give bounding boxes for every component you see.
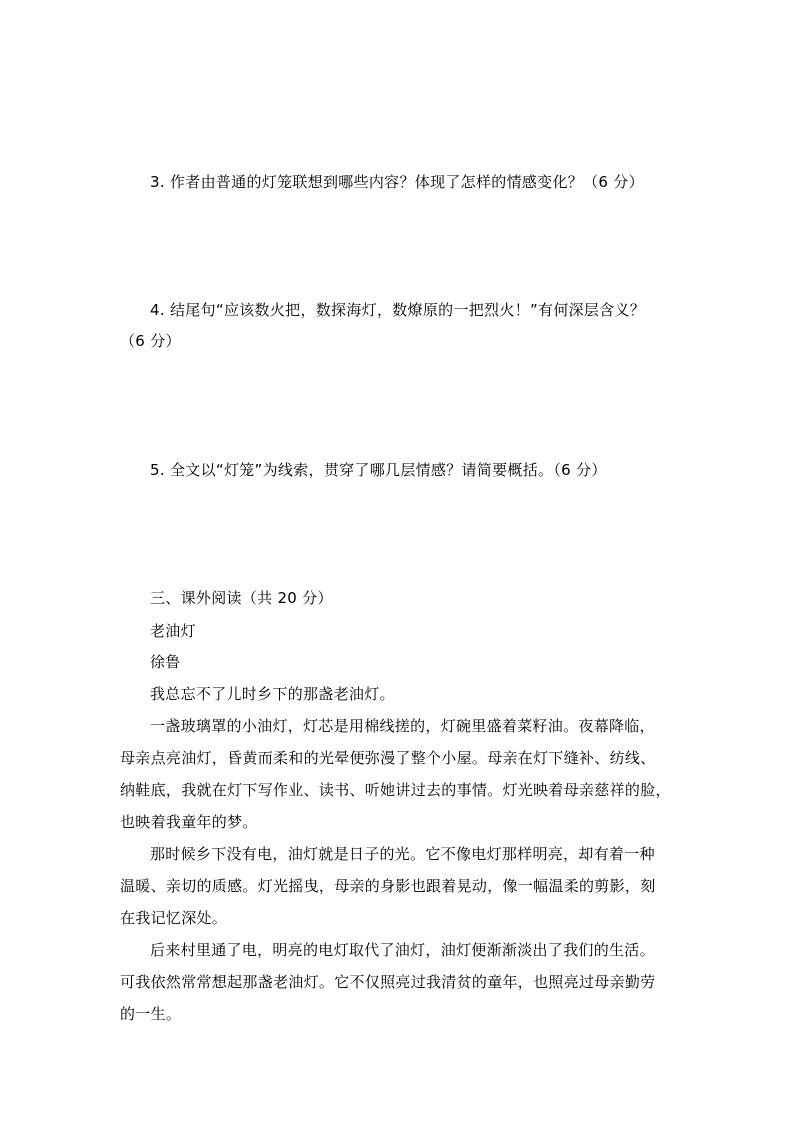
section-heading: 三、课外阅读（共 20 分） bbox=[150, 589, 333, 607]
question-4-line-2: （6 分） bbox=[120, 332, 181, 350]
passage-author: 徐鲁 bbox=[150, 653, 181, 671]
paragraph-4-line-2: 可我依然常常想起那盏老油灯。它不仅照亮过我清贫的童年，也照亮过母亲勤劳 bbox=[120, 973, 656, 991]
paragraph-4-line-1: 后来村里通了电，明亮的电灯取代了油灯，油灯便渐渐淡出了我们的生活。 bbox=[150, 941, 655, 959]
question-5: 5. 全文以“灯笼”为线索，贯穿了哪几层情感？请简要概括。（6 分） bbox=[150, 461, 607, 479]
paragraph-2-line-1: 一盏玻璃罩的小油灯，灯芯是用棉线搓的，灯碗里盛着菜籽油。夜幕降临， bbox=[150, 717, 655, 735]
passage-title: 老油灯 bbox=[150, 622, 196, 640]
paragraph-2-line-2: 母亲点亮油灯，昏黄而柔和的光晕便弥漫了整个小屋。母亲在灯下缝补、纺线、 bbox=[120, 749, 656, 767]
paragraph-4-line-3: 的一生。 bbox=[120, 1005, 182, 1023]
question-3: 3. 作者由普通的灯笼联想到哪些内容？体现了怎样的情感变化？（6 分） bbox=[150, 173, 644, 191]
paragraph-2-line-3: 纳鞋底，我就在灯下写作业、读书、听她讲过去的事情。灯光映着母亲慈祥的脸， bbox=[120, 781, 671, 799]
paragraph-1: 我总忘不了儿时乡下的那盏老油灯。 bbox=[150, 685, 395, 703]
paragraph-3-line-2: 温暖、亲切的质感。灯光摇曳，母亲的身影也跟着晃动，像一幅温柔的剪影，刻 bbox=[120, 877, 656, 895]
paragraph-3-line-3: 在我记忆深处。 bbox=[120, 909, 228, 927]
question-4-line-1: 4. 结尾句“应该数火把，数探海灯，数燎原的一把烈火！”有何深层含义？ bbox=[150, 301, 646, 319]
paragraph-3-line-1: 那时候乡下没有电，油灯就是日子的光。它不像电灯那样明亮，却有着一种 bbox=[150, 845, 655, 863]
paragraph-2-line-4: 也映着我童年的梦。 bbox=[120, 813, 258, 831]
